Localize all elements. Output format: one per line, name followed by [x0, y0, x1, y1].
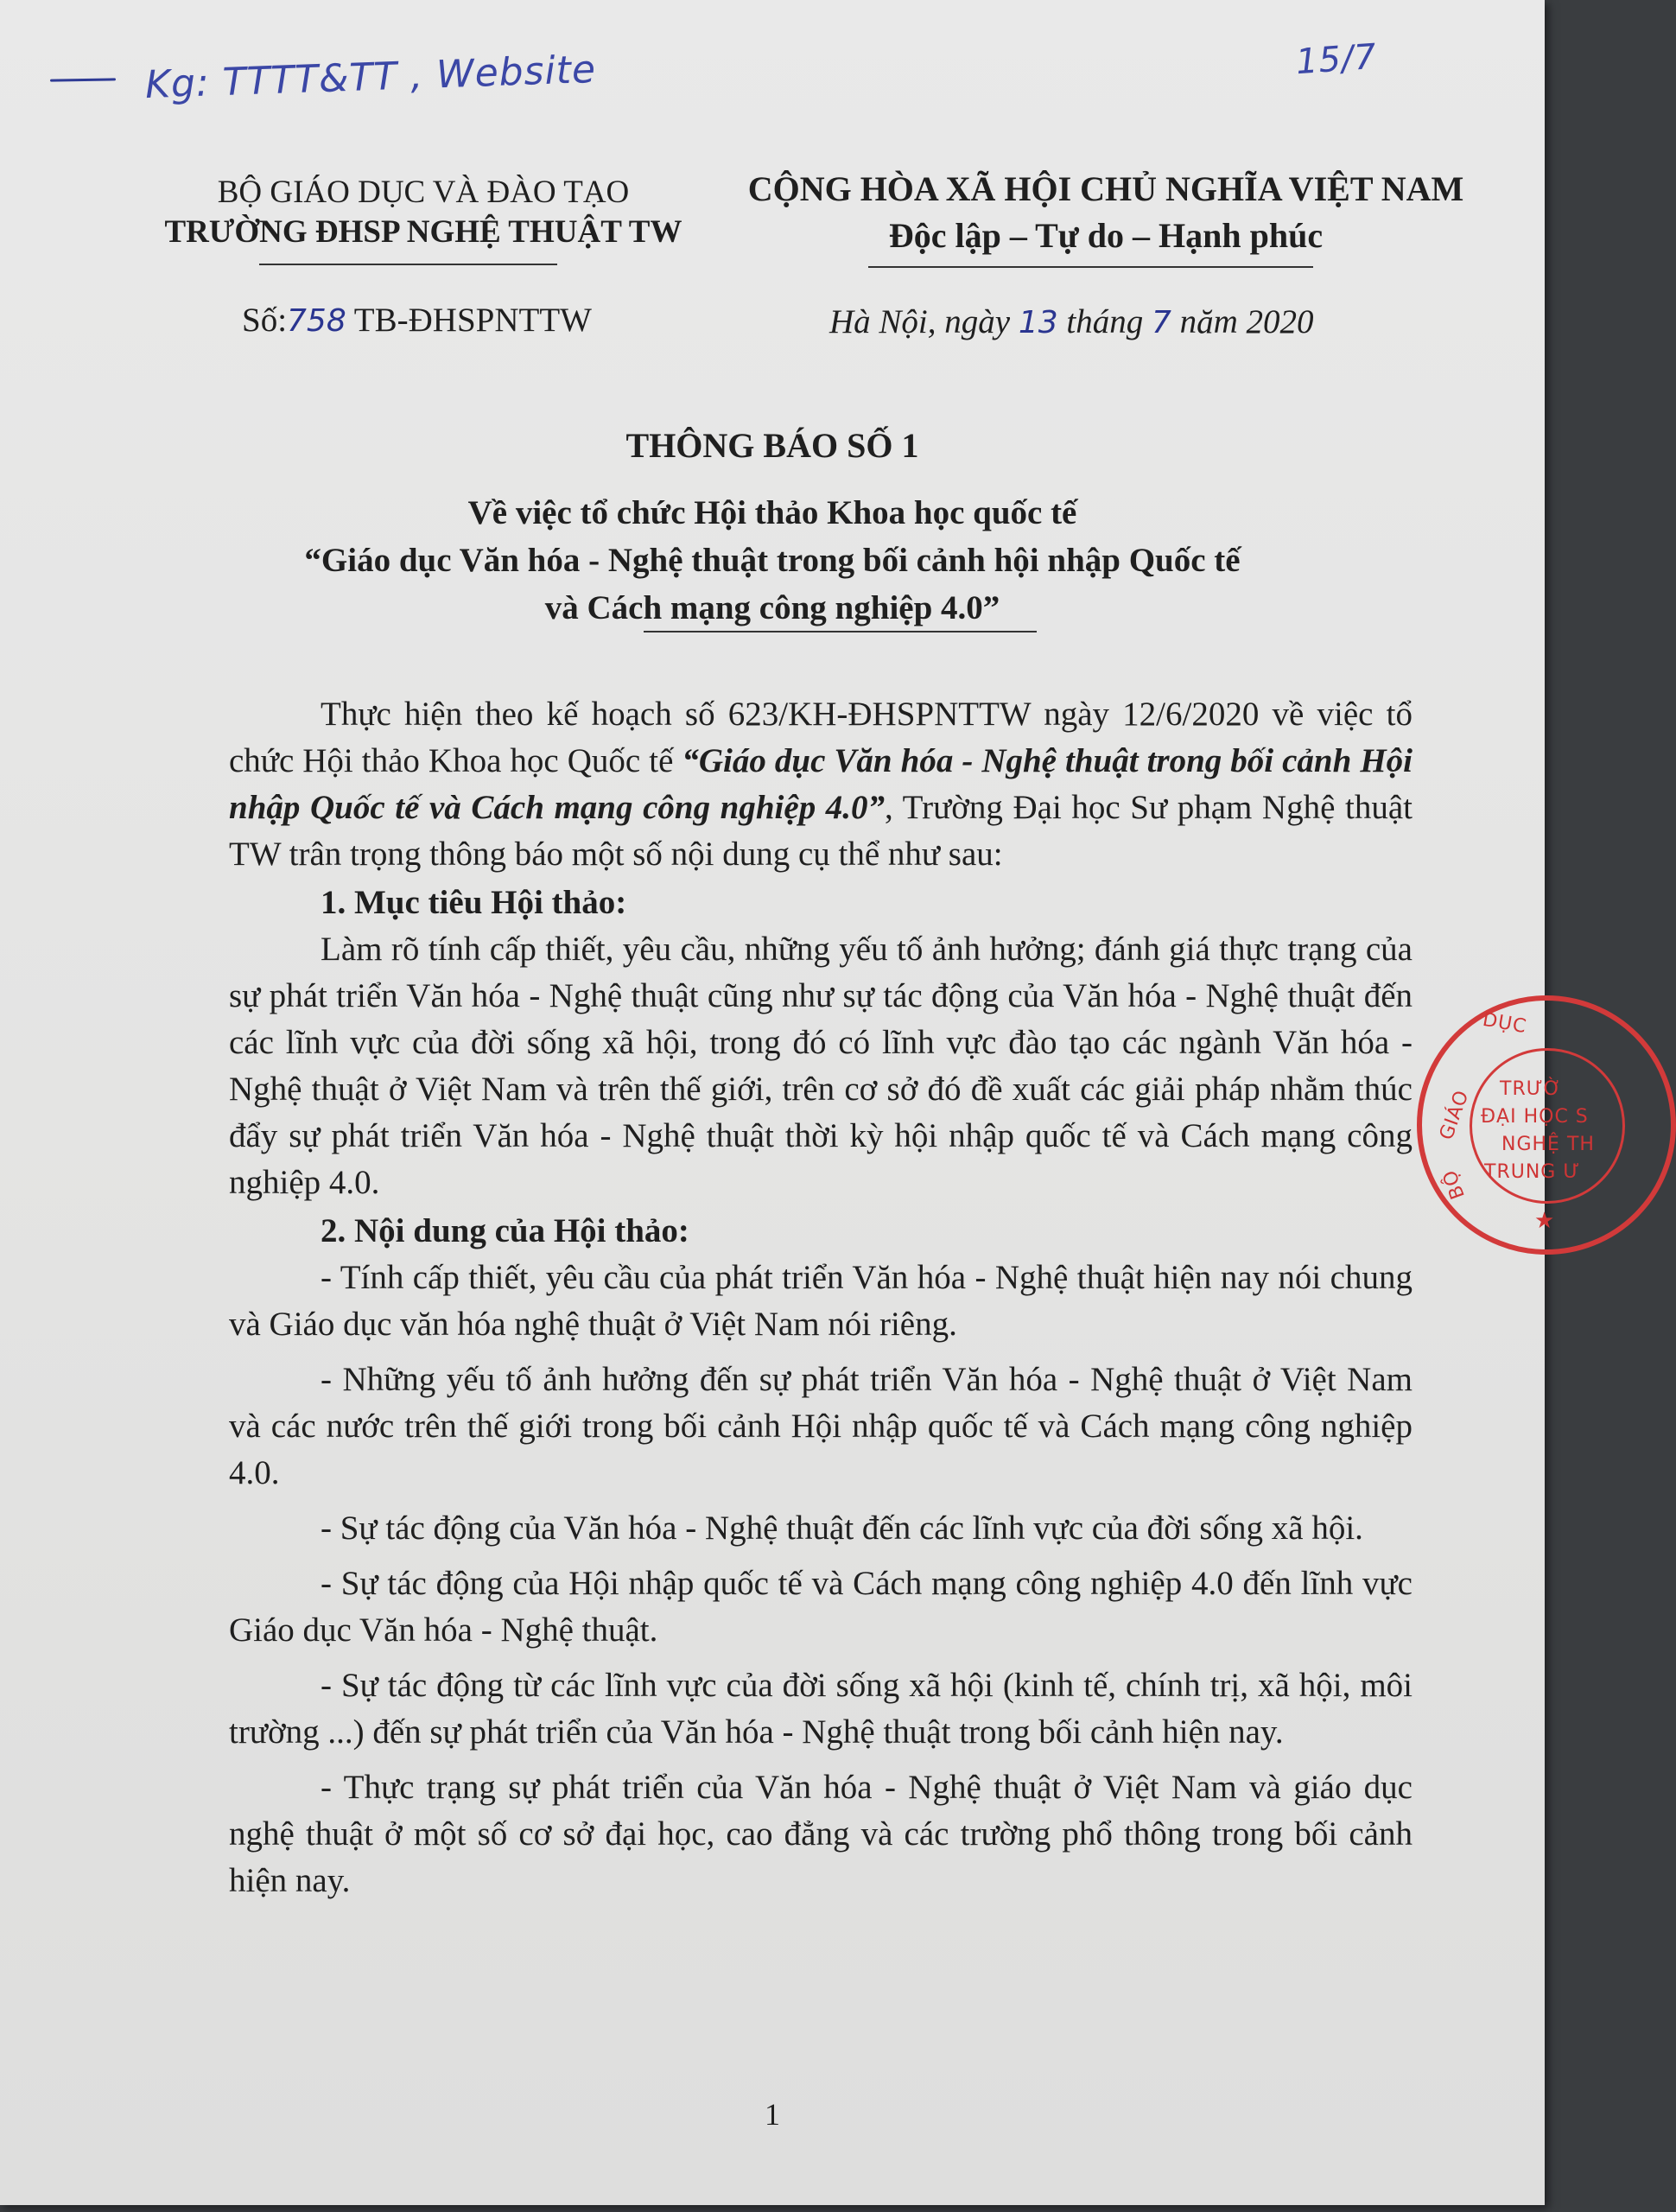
conference-name: “Giáo dục Văn hóa - Nghệ thuật trong bối cảnh Hội nhập Quốc tế và Cách mạng công nghiệp 4.0”	[229, 742, 1413, 826]
section-1-heading: 1. Mục tiêu Hội thảo:	[321, 884, 627, 921]
section-2-heading: 2. Nội dung của Hội thảo:	[321, 1212, 689, 1249]
handwritten-month: 7	[1151, 305, 1171, 340]
subject-underline	[644, 631, 1037, 632]
handwritten-recipients-note: Kg: TTTT&TT , Website	[144, 47, 597, 108]
list-item: - Sự tác động của Văn hóa - Nghệ thuật đến các lĩnh vực của đời sống xã hội.	[321, 1510, 1363, 1547]
handwritten-dash	[50, 78, 116, 81]
national-motto: Độc lập – Tự do – Hạnh phúc	[888, 216, 1324, 255]
subject-line-1: Về việc tổ chức Hội thảo Khoa học quốc tế	[467, 494, 1077, 531]
intro-paragraph: Thực hiện theo kế hoạch số 623/KH-ĐHSPNTTW ngày 12/6/2020 về việc tổ chức Hội thảo Khoa học Quốc tế “Giáo dục Văn hóa - Nghệ thuật trong bối cảnh Hội nhập Quốc tế và Cách mạng công nghiệp 4.0”, Trường Đại học Sư phạm Nghệ thuật TW trân trọng thông báo một số nội dung cụ thể như sau:	[229, 696, 1413, 873]
official-red-seal: DỤC GIÁO TRƯỜ ĐẠI HỌC S NGHỆ TH TRUNG Ư ★ BỘ	[1417, 995, 1676, 1255]
subject-line-2: “Giáo dục Văn hóa - Nghệ thuật trong bối cảnh hội nhập Quốc tế	[304, 542, 1241, 579]
handwritten-doc-number: 758	[287, 303, 346, 339]
subject-line-3: và Cách mạng công nghiệp 4.0”	[544, 589, 1000, 626]
list-item: - Tính cấp thiết, yêu cầu của phát triển Văn hóa - Nghệ thuật hiện nay nói chung và Giáo dục văn hóa nghệ thuật ở Việt Nam nói riêng.	[229, 1259, 1413, 1343]
document-date: Hà Nội, ngày 13 tháng 7 năm 2020	[829, 303, 1314, 340]
handwritten-page-mark: 15/7	[1294, 36, 1379, 83]
document-title: THÔNG BÁO SỐ 1	[625, 426, 919, 465]
seal-star-icon: ★	[1534, 1208, 1556, 1234]
university-name: TRƯỜNG ĐHSP NGHỆ THUẬT TW	[164, 214, 682, 250]
list-item: - Sự tác động của Hội nhập quốc tế và Cách mạng công nghiệp 4.0 đến lĩnh vực Giáo dục Văn hóa - Nghệ thuật.	[229, 1565, 1413, 1649]
motto-underline	[868, 266, 1313, 268]
handwritten-day: 13	[1018, 305, 1058, 340]
ministry-name: BỘ GIÁO DỤC VÀ ĐÀO TẠO	[217, 175, 630, 210]
document-subject	[0, 489, 1545, 632]
section-1-text: Làm rõ tính cấp thiết, yêu cầu, những yếu tố ảnh hưởng; đánh giá thực trạng của sự phát triển Văn hóa - Nghệ thuật cũng như sự tác động của Văn hóa - Nghệ thuật đến các lĩnh vực của đời sống xã hội, trong đó có lĩnh vực đào tạo các ngành Văn hóa - Nghệ thuật ở Việt Nam và trên thế giới, trên cơ sở đó đề xuất các giải pháp nhằm thúc đẩy sự phát triển Văn hóa - Nghệ thuật thời kỳ hội nhập quốc tế và Cách mạng công nghiệp 4.0.	[229, 931, 1413, 1201]
issuer-underline	[259, 264, 557, 265]
list-item: - Những yếu tố ảnh hưởng đến sự phát triển Văn hóa - Nghệ thuật ở Việt Nam và các nước trên thế giới trong bối cảnh Hội nhập quốc tế và Cách mạng công nghiệp 4.0.	[229, 1361, 1413, 1491]
document-body	[229, 691, 1413, 1904]
issuer-header	[147, 173, 700, 252]
list-item: - Sự tác động từ các lĩnh vực của đời sống xã hội (kinh tế, chính trị, xã hội, môi trường ...) đến sự phát triển của Văn hóa - Nghệ thuật trong bối cảnh hiện nay.	[229, 1667, 1413, 1751]
page-number: 1	[765, 2097, 780, 2132]
list-item: - Thực trạng sự phát triển của Văn hóa - Nghệ thuật ở Việt Nam và giáo dục nghệ thuật ở một số cơ sở đại học, cao đẳng và các trường phổ thông trong bối cảnh hiện nay.	[229, 1769, 1413, 1899]
document-number: Số:758 TB-ĐHSPNTTW	[242, 302, 592, 339]
country-name: CỘNG HÒA XÃ HỘI CHỦ NGHĨA VIỆT NAM	[747, 169, 1464, 208]
national-header	[739, 166, 1473, 259]
